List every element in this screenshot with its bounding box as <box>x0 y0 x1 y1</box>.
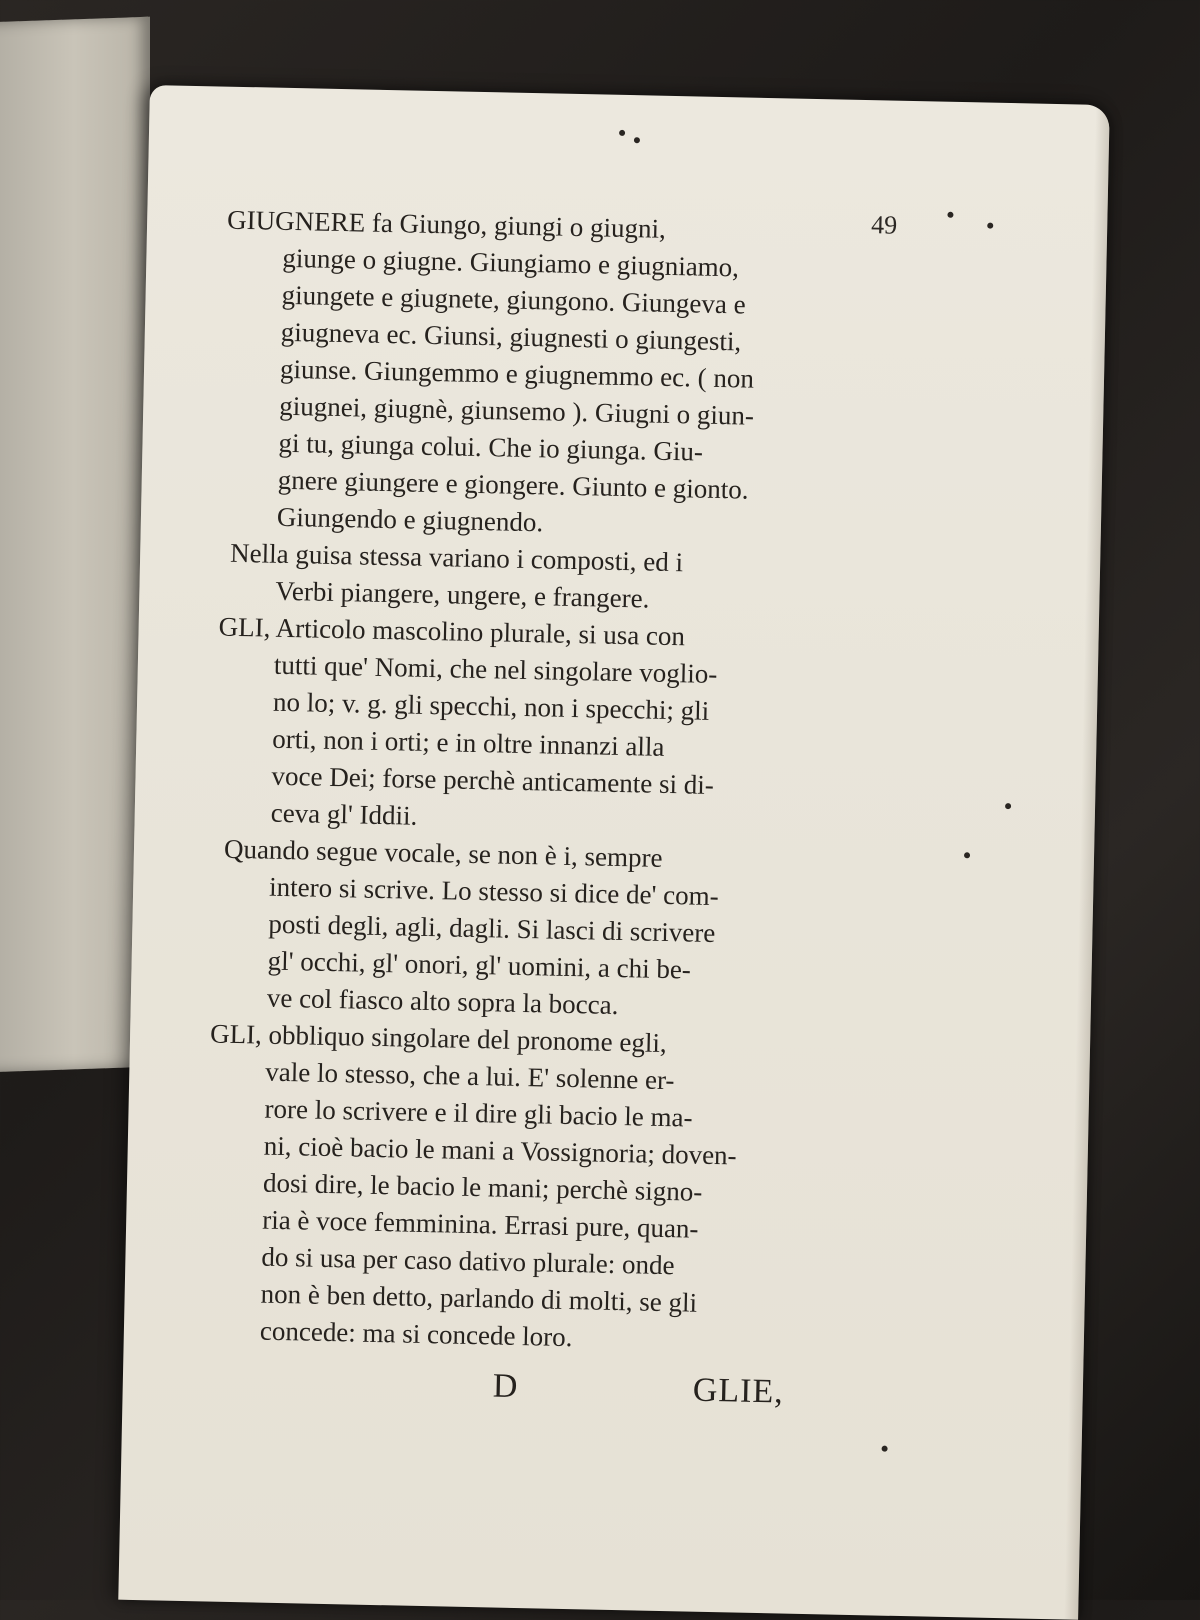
text-line: concede: ma si concede loro. <box>259 1315 573 1353</box>
book-page <box>118 85 1110 1620</box>
text-line: non è ben detto, parlando di molti, se gli <box>260 1278 698 1318</box>
text-line: voce Dei; forse perchè anticamente si di- <box>271 760 715 800</box>
text-line: ceva gl' Iddii. <box>270 797 418 831</box>
text-line: Giungendo e giugnendo. <box>276 501 544 538</box>
text-line: tutti que' Nomi, che nel singolare voglio- <box>273 649 718 690</box>
paragraph-quando-segue <box>211 831 855 1029</box>
text-line: dosi dire, le bacio le mani; perchè signo- <box>262 1167 703 1207</box>
ink-speck <box>634 137 640 143</box>
ink-speck <box>987 223 993 229</box>
text-line: giugneva ec. Giunsi, giugnesti o giungesti, <box>280 316 742 357</box>
text-line: gnere giungere e giongere. Giunto e gionto. <box>277 464 749 505</box>
signature-mark: D <box>492 1367 518 1405</box>
catchword: GLIE, <box>692 1371 785 1411</box>
text-line: orti, non i orti; e in oltre innanzi alla <box>272 723 665 762</box>
text-line: do si usa per caso dativo plurale: onde <box>261 1241 675 1281</box>
text-line: ve col fiasco alto sopra la bocca. <box>266 982 619 1021</box>
ink-speck <box>619 130 625 136</box>
text-line: giungete e giugnete, giungono. Giungeva e <box>281 279 746 320</box>
paragraph-nella-guisa <box>219 535 860 622</box>
text-line: GLI, Articolo mascolino plurale, si usa con <box>218 611 686 652</box>
text-block <box>204 202 868 1362</box>
page-edge-shadow <box>1064 105 1110 1620</box>
entry-gli-obbliquo <box>204 1015 851 1361</box>
text-line: GIUGNERE fa Giungo, giungi o giugni, <box>226 204 667 244</box>
text-line: Verbi piangere, ungere, e frangere. <box>275 575 650 614</box>
text-line: ria è voce femminina. Errasi pure, quan- <box>261 1204 699 1244</box>
text-line: gl' occhi, gl' onori, gl' uomini, a chi be- <box>267 945 692 985</box>
text-line: Quando segue vocale, se non è i, sempre <box>223 833 663 873</box>
ink-speck <box>1005 803 1011 809</box>
text-line: rore lo scrivere e il dire gli bacio le ma- <box>264 1093 693 1133</box>
ink-speck <box>964 852 970 858</box>
text-line: gi tu, giunga colui. Che io giunga. Giu- <box>278 427 704 467</box>
previous-page <box>0 17 150 1074</box>
text-line: no lo; v. g. gli specchi, non i specchi; gli <box>272 686 710 726</box>
text-line: giugnei, giugnè, giunsemo ). Giugni o giun- <box>278 390 755 431</box>
text-line: GLI, obbliquo singolare del pronome egli, <box>209 1018 668 1059</box>
page-number: 49 <box>870 210 898 240</box>
ink-speck <box>947 212 953 218</box>
text-line: Nella guisa stessa variano i composti, ed i <box>229 537 684 578</box>
text-line: giunge o giugne. Giungiamo e giugniamo, <box>282 242 740 283</box>
text-line: intero si scrive. Lo stesso si dice de' com- <box>268 871 719 912</box>
footer-row <box>492 1367 893 1411</box>
text-line: vale lo stesso, che a lui. E' solenne er- <box>265 1056 675 1096</box>
ink-speck <box>882 1446 888 1452</box>
text-line: posti degli, agli, dagli. Si lasci di scrivere <box>268 908 716 949</box>
entry-giugnere <box>221 202 868 548</box>
text-line: ni, cioè bacio le mani a Vossignoria; doven- <box>263 1130 737 1171</box>
entry-gli-articolo <box>214 609 859 844</box>
text-line: giunse. Giungemmo e giugnemmo ec. ( non <box>279 353 755 394</box>
